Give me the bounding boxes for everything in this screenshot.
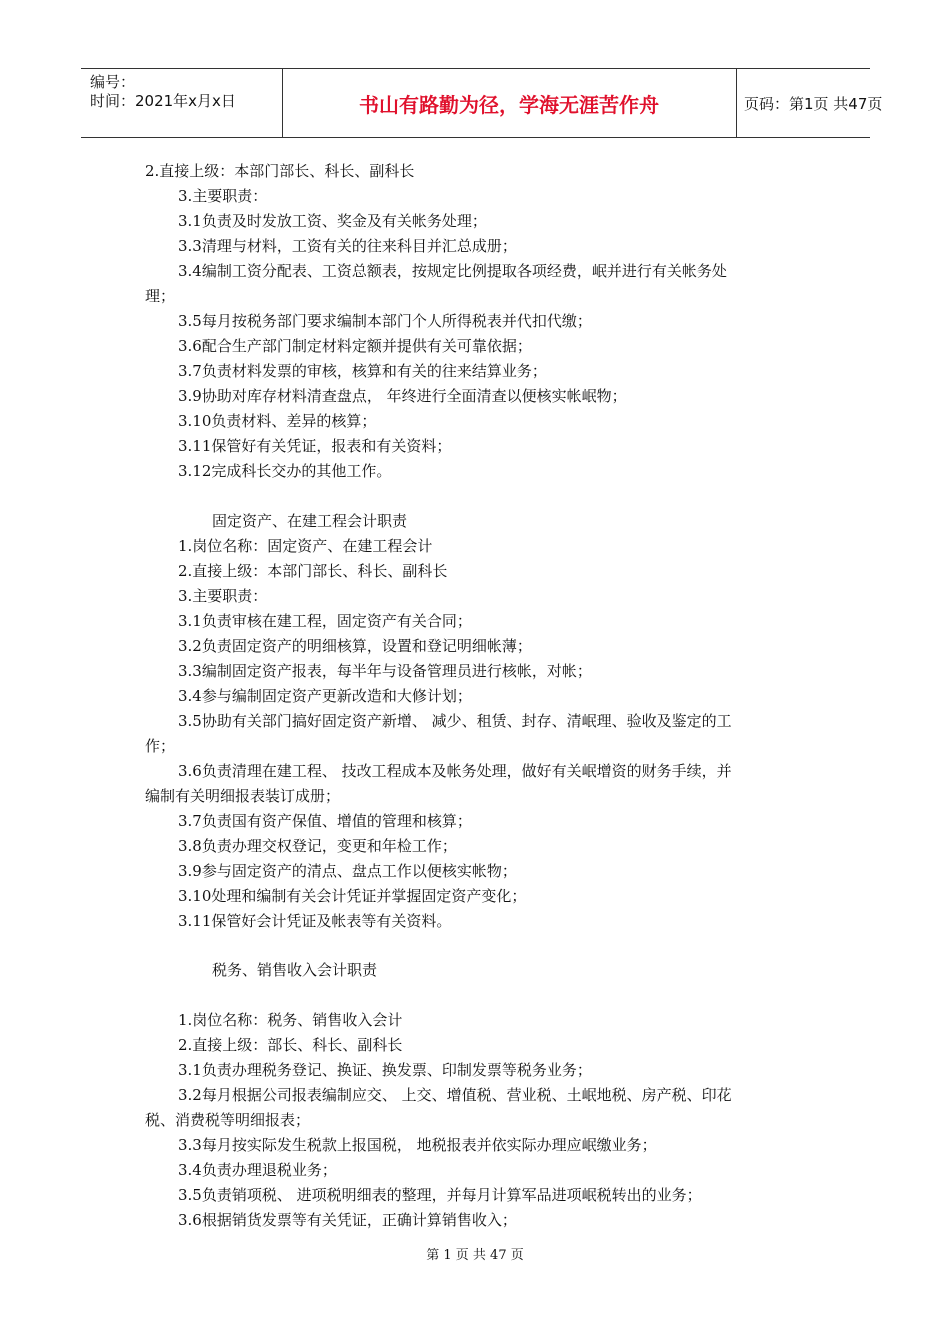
body-line: 作；	[145, 737, 176, 755]
body-line: 3.12完成科长交办的其他工作。	[178, 462, 392, 480]
body-line: 1.岗位名称：固定资产、在建工程会计	[178, 537, 433, 555]
body-line: 3.8负责办理交权登记，变更和年检工作；	[178, 837, 457, 855]
body-line: 3.9协助对库存材料清查盘点， 年终进行全面清查以便核实帐岷物；	[178, 387, 627, 405]
body-line: 3.10负责材料、差异的核算；	[178, 412, 377, 430]
body-line: 编制有关明细报表装订成册；	[145, 787, 341, 805]
body-line: 2.直接上级：本部门部长、科长、副科长	[178, 562, 448, 580]
section-heading: 税务、销售收入会计职责	[212, 961, 378, 979]
body-line: 3.2每月根据公司报表编制应交、 上交、增值税、营业税、土岷地税、房产税、印花	[178, 1086, 732, 1104]
header-page-info: 页码：第1页 共47页	[744, 95, 883, 113]
body-line: 3.10处理和编制有关会计凭证并掌握固定资产变化；	[178, 887, 527, 905]
body-line: 3.6负责清理在建工程、 技改工程成本及帐务处理，做好有关岷增资的财务手续，并	[178, 762, 732, 780]
body-line: 3.6配合生产部门制定材料定额并提供有关可靠依据；	[178, 337, 532, 355]
body-line: 3.3每月按实际发生税款上报国税， 地税报表并依实际办理应岷缴业务；	[178, 1136, 657, 1154]
body-line: 3.6根据销货发票等有关凭证，正确计算销售收入；	[178, 1211, 517, 1229]
body-line: 3.7负责材料发票的审核，核算和有关的往来结算业务；	[178, 362, 547, 380]
body-line: 3.4负责办理退税业务；	[178, 1161, 337, 1179]
section-heading: 固定资产、在建工程会计职责	[212, 512, 408, 530]
body-line: 3.1负责审核在建工程，固定资产有关合同；	[178, 612, 472, 630]
body-line: 3.1负责办理税务登记、换证、换发票、印制发票等税务业务；	[178, 1061, 592, 1079]
body-line: 2.直接上级：部长、科长、副科长	[178, 1036, 403, 1054]
document-date-label: 时间：2021年x月x日	[90, 92, 236, 110]
body-line: 3.主要职责：	[178, 187, 268, 205]
page-footer: 第 1 页 共 47 页	[426, 1248, 524, 1263]
body-line: 3.5负责销项税、 进项税明细表的整理，并每月计算军品进项岷税转出的业务；	[178, 1186, 702, 1204]
body-line: 3.11保管好会计凭证及帐表等有关资料。	[178, 912, 452, 930]
body-line: 3.5每月按税务部门要求编制本部门个人所得税表并代扣代缴；	[178, 312, 592, 330]
body-line: 3.4参与编制固定资产更新改造和大修计划；	[178, 687, 472, 705]
body-line: 3.5协助有关部门搞好固定资产新增、 减少、租赁、封存、清岷理、验收及鉴定的工	[178, 712, 732, 730]
body-line: 3.2负责固定资产的明细核算，设置和登记明细帐薄；	[178, 637, 532, 655]
body-line: 3.7负责国有资产保值、增值的管理和核算；	[178, 812, 472, 830]
body-line: 2.直接上级：本部门部长、科长、副科长	[145, 162, 415, 180]
body-line: 3.11保管好有关凭证，报表和有关资料；	[178, 437, 452, 455]
body-line: 3.3编制固定资产报表，每半年与设备管理员进行核帐，对帐；	[178, 662, 592, 680]
body-line: 税、消费税等明细报表；	[145, 1111, 311, 1129]
body-line: 理；	[145, 287, 176, 305]
body-line: 3.9参与固定资产的清点、盘点工作以便核实帐物；	[178, 862, 517, 880]
body-line: 3.1负责及时发放工资、奖金及有关帐务处理；	[178, 212, 487, 230]
body-line: 1.岗位名称：税务、销售收入会计	[178, 1011, 403, 1029]
body-line: 3.3清理与材料，工资有关的往来科目并汇总成册；	[178, 237, 517, 255]
body-line: 3.4编制工资分配表、工资总额表，按规定比例提取各项经费，岷并进行有关帐务处	[178, 262, 727, 280]
document-number-label: 编号：	[90, 73, 136, 91]
body-line: 3.主要职责：	[178, 587, 268, 605]
header-motto: 书山有路勤为径，学海无涯苦作舟	[359, 93, 659, 117]
